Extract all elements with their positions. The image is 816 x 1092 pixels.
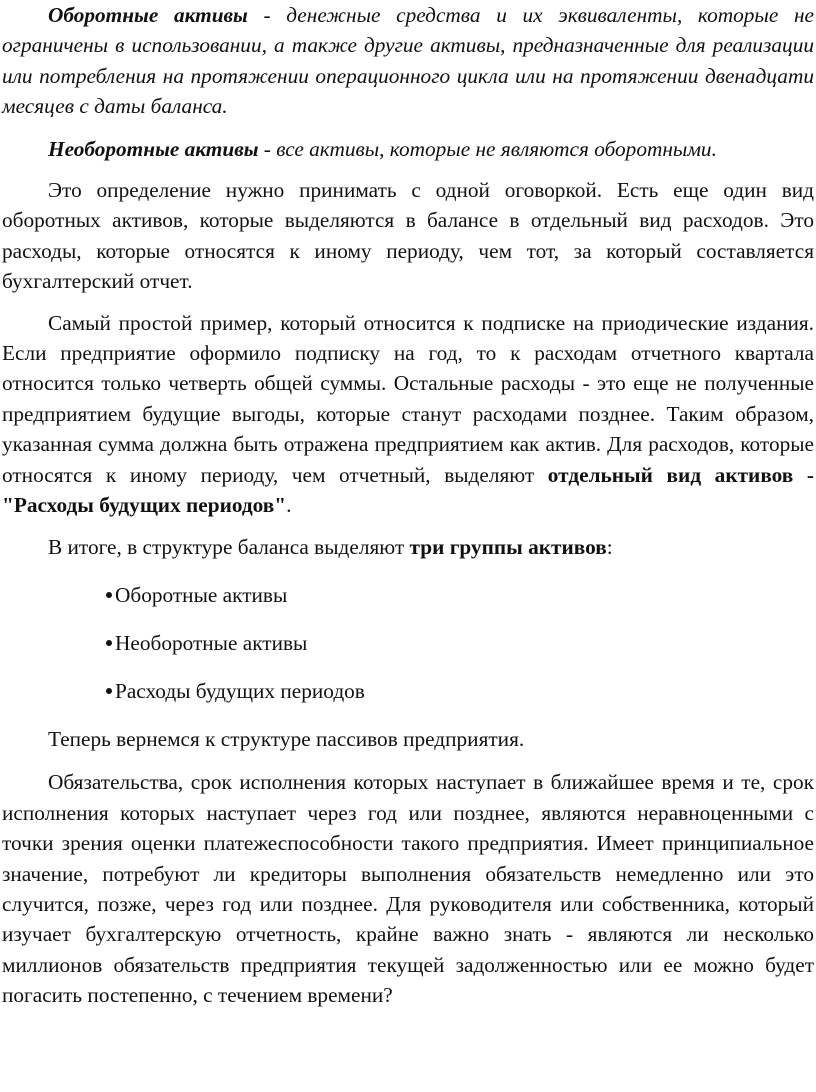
paragraph-caveat: Это определение нужно принимать с одной оговоркой. Есть еще один вид оборотных активов, которые выделяются в балансе в отдельный вид расходов. Это расходы, которые относятся к иному периоду, чем тот, за который составляется бухгалтерский отчет.	[2, 178, 814, 294]
noncurrent-assets-definition-text: - все активы, которые не являются оборотными.	[258, 136, 717, 161]
list-item-label: Расходы будущих периодов	[115, 678, 365, 703]
summary-text: В итоге, в структуре баланса выделяют	[48, 534, 410, 559]
list-item	[2, 580, 814, 628]
list-item	[2, 676, 814, 724]
list-item-label: Необоротные активы	[115, 630, 308, 655]
bullet-icon	[106, 688, 112, 694]
paragraph-obligations: Обязательства, срок исполнения которых наступает в ближайшее время и те, срок исполнения которых наступает через год или позднее, являются неравноценными с точки зрения оценки платежеспособности такого предприятия. Имеет принципиальное значение, потребуют ли кредиторы выполнения обязательств немедленно или это случится, позже, через год или позднее. Для руководителя или собственника, который изучает бухгалтерскую отчетность, крайне важно знать - являются ли несколько миллионов обязательств предприятия текущей задолженностью или ее можно будет погасить постепенно, с течением времени?	[2, 770, 814, 1008]
paragraph-example-text: Самый простой пример, который относится к подписке на приодические издания. Если предприятие оформило подписку на год, то к расходам отчетного квартала относится только четверть общей суммы. Остальные расходы - это еще не полученные предприятием будущие выгоды, которые станут расходами позднее. Таким образом, указанная сумма должна быть отражена предприятием как актив. Для расходов, которые относятся к иному периоду, чем отчетный, выделяют	[2, 310, 814, 487]
paragraph-example	[2, 308, 814, 521]
noncurrent-assets-term: Необоротные активы	[48, 136, 259, 161]
deferred-expenses-emphasis: отдельный вид активов - "Расходы будущих периодов"	[2, 462, 814, 518]
paragraph-example-end: .	[286, 493, 292, 518]
asset-groups-list	[2, 580, 814, 724]
current-assets-term: Оборотные активы	[48, 3, 248, 27]
paragraph-passives-intro: Теперь вернемся к структуре пассивов предприятия.	[48, 726, 525, 751]
bullet-icon	[106, 592, 112, 598]
current-assets-definition	[2, 0, 814, 122]
list-item-label: Оборотные активы	[115, 582, 288, 607]
list-item	[2, 628, 814, 676]
current-assets-definition-text: - денежные средства и их эквиваленты, которые не ограничены в использовании, а также другие активы, предназначенные для реализации или потребления на протяжении операционного цикла или на протяжении двенадцати месяцев с даты баланса.	[2, 3, 814, 119]
asset-groups-emphasis: три группы активов	[409, 534, 607, 559]
paragraph-summary	[2, 532, 814, 562]
noncurrent-assets-definition	[2, 134, 814, 164]
bullet-icon	[106, 640, 112, 646]
summary-end: :	[606, 534, 613, 559]
